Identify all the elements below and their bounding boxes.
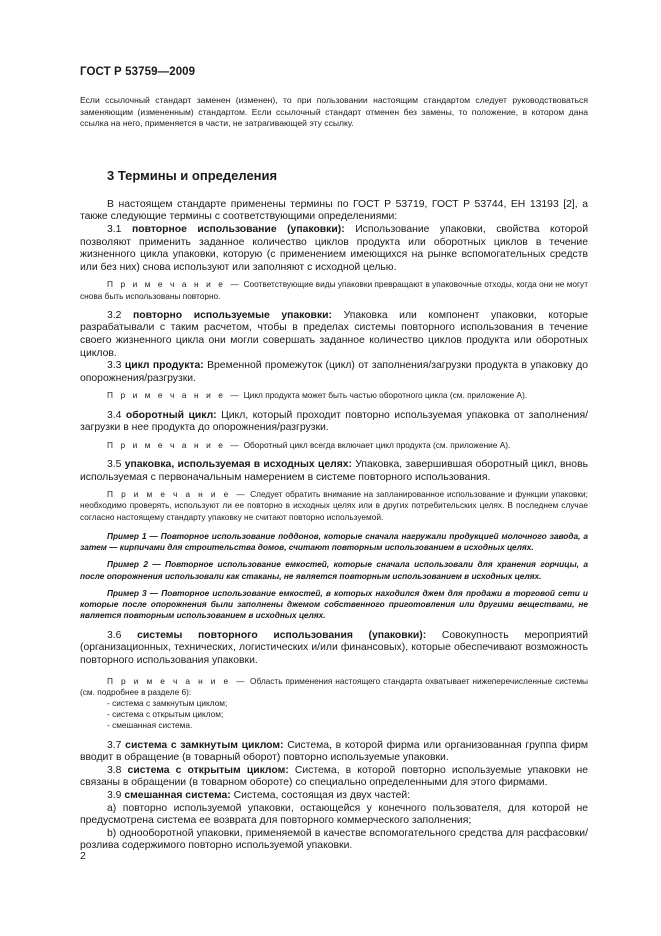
note-3-6	[80, 676, 588, 698]
term-3-9-item-a: а) повторно используемой упаковки, остающейся у конечного пользователя, для которой не предусмотрена система ее возврата для повторного коммерческого заполнения;	[80, 802, 588, 827]
term-number: 3.3	[107, 360, 122, 372]
term-3-9-item-b: b) одноoборотной упаковки, применяемой в качестве вспомогательного средства для расфасовки/розлива содержимого повторно используемой упаковки.	[80, 827, 588, 852]
term-number: 3.8	[107, 764, 122, 776]
note-label: П р и м е ч а н и е —	[107, 279, 242, 290]
note-text: Оборотный цикл всегда включает цикл продукта (см. приложение А).	[243, 439, 511, 450]
note-3-3	[80, 390, 588, 401]
term-name: оборотный цикл:	[125, 409, 217, 421]
term-definition: Система, состоящая из двух частей:	[233, 789, 411, 801]
note-text: Соответствующие виды упаковки превращают в упаковочные отходы, когда они не могут снова быть использованы повторно.	[80, 279, 589, 301]
term-3-9	[80, 790, 588, 803]
example-3: Пример 3 — Повторное использование емкостей, в которых находился джем для продажи в торговой сети и которые после опорожнения были заполнены джемом собственного приготовления или другими веществами, не является повторным использованием в исходных целях.	[80, 587, 588, 621]
term-definition: Система, в которой фирма или организованная группа фирм вводит в обращение (в товарный оборот) повторно используемые упаковки.	[80, 739, 589, 764]
note-label: П р и м е ч а н и е —	[107, 390, 242, 401]
term-name: цикл продукта:	[124, 360, 204, 372]
term-3-4	[80, 410, 588, 435]
term-3-3	[80, 360, 588, 385]
term-number: 3.6	[107, 629, 122, 641]
term-3-6	[80, 630, 588, 668]
note-3-4	[80, 440, 588, 451]
note-3-1	[80, 279, 588, 301]
note-text: Следует обратить внимание на запланированное использование и функции упаковки; необходимо проверять, используют ли ее повторно в исходных целях или в других потребительских целях. В последнем случае согласно настоящему стандарту упаковку не считают повторно используемой.	[80, 489, 588, 522]
reference-note: Если ссылочный стандарт заменен (изменен), то при пользовании настоящим стандартом следует руководствоваться заменяющим (измененным) стандартом. Если ссылочный стандарт отменен без замены, то положение, в котором дана ссылка на него, применяется в части, не затрагивающей эту ссылку.	[80, 95, 588, 129]
term-3-8	[80, 765, 588, 790]
note-3-5	[80, 489, 588, 523]
note-text: Цикл продукта может быть частью оборотного цикла (см. приложение А).	[243, 390, 528, 401]
term-name: смешанная система:	[124, 789, 231, 801]
term-number: 3.1	[107, 223, 122, 235]
term-definition: Упаковка или компонент упаковки, которые разрабатывали с таким расчетом, чтобы в пределах системы повторного использования в течение своего жизненного цикла они могли совершать заданное количество циклов продукта или оборотных циклов.	[80, 309, 588, 359]
list-item: - система с замкнутым циклом;	[107, 697, 228, 708]
term-name: система с открытым циклом:	[127, 764, 289, 776]
list-item: - система с открытым циклом;	[107, 709, 224, 720]
term-number: 3.5	[107, 458, 122, 470]
term-number: 3.7	[107, 739, 122, 751]
list-item: - смешанная система.	[107, 720, 193, 731]
term-definition: Совокупность мероприятий (организационных, технических, логистических и/или финансовых), которые обеспечивают возможность повторного использования упаковки.	[80, 629, 589, 666]
term-definition: Упаковка, завершившая оборотный цикл, вновь используемая с первоначальным намерением в системе повторного использования.	[80, 458, 589, 483]
term-3-1	[80, 224, 588, 274]
note-label: П р и м е ч а н и е —	[107, 439, 242, 450]
note-label: П р и м е ч а н и е —	[107, 675, 248, 686]
term-number: 3.9	[107, 789, 122, 801]
term-name: упаковка, используемая в исходных целях:	[124, 458, 352, 470]
term-name: повторно используемые упаковки:	[133, 309, 332, 321]
term-number: 3.2	[107, 309, 122, 321]
term-definition: Система, в которой повторно используемые упаковки не связаны в обращении (в товарном обороте) со специально определенными для этого фирмами.	[80, 764, 589, 789]
term-3-2	[80, 310, 588, 360]
term-definition: Использование упаковки, свойства которой позволяют применить заданное количество циклов продукта или оборотных циклов в течение жизненного цикла упаковки, которую (с применением имеющихся на рынке вспомогательных средств или без них) снова используют или заполняют с исходной целью.	[80, 223, 589, 273]
note-label: П р и м е ч а н и е —	[107, 489, 248, 500]
page-number: 2	[80, 850, 86, 862]
term-number: 3.4	[107, 409, 122, 421]
section-intro: В настоящем стандарте применены термины по ГОСТ Р 53719, ГОСТ Р 53744, ЕН 13193 [2], а также следующие термины с соответствующими определениями:	[80, 198, 588, 223]
term-name: система с замкнутым циклом:	[125, 739, 284, 751]
example-2: Пример 2 — Повторное использование емкостей, которые сначала использовали для хранения горчицы, а после опорожнения использовали как стаканы, не является повторным использованием в исходных целях.	[80, 559, 588, 581]
standard-header: ГОСТ Р 53759—2009	[80, 66, 196, 78]
page-content	[80, 95, 588, 853]
term-name: повторное использование (упаковки):	[131, 223, 345, 235]
term-definition: Цикл, который проходит повторно используемая упаковка от заполнения/загрузки в нее продукта до опорожнения/разгрузки.	[80, 409, 588, 434]
note-text: Область применения настоящего стандарта охватывает нижеперечисленные системы (см. подробнее в разделе 6):	[80, 675, 588, 697]
term-definition: Временной промежуток (цикл) от заполнения/загрузки продукта в упаковку до опорожнения/разгрузки.	[80, 360, 589, 384]
term-3-5	[80, 459, 588, 484]
term-3-7	[80, 740, 588, 765]
term-name: системы повторного использования (упаковки):	[137, 629, 427, 641]
example-1: Пример 1 — Повторное использование поддонов, которые сначала нагружали продукцией молочного завода, а затем — кирпичами для строительства домов, считают повторным использованием в исходных целях.	[80, 530, 588, 552]
section-title: 3 Термины и определения	[107, 167, 278, 183]
